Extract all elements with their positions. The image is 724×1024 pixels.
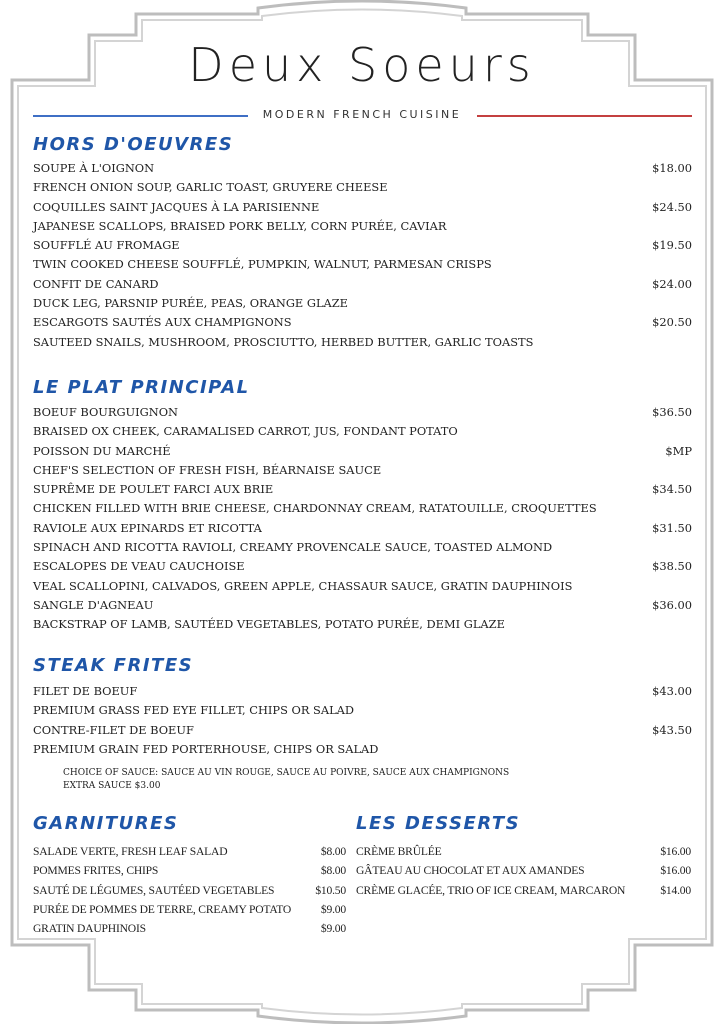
menu-row <box>33 540 692 559</box>
menu-row <box>33 521 692 540</box>
item-text: JAPANESE SCALLOPS, BRAISED PORK BELLY, CORN PURÉE, CAVIAR <box>33 218 447 233</box>
item-text: CONTRE-FILET DE BOEUF <box>33 722 194 737</box>
item-price: $8.00 <box>320 864 346 878</box>
menu-row <box>33 617 692 636</box>
item-text: SAUTÉ DE LÉGUMES, SAUTÉED VEGETABLES <box>33 883 275 897</box>
item-text: SAUTEED SNAILS, MUSHROOM, PROSCIUTTO, HERBED BUTTER, GARLIC TOASTS <box>33 334 534 349</box>
menu-row <box>33 845 346 864</box>
section-title-hors-doeuvres: HORS D'OEUVRES <box>33 134 234 155</box>
menu-row <box>33 257 692 276</box>
item-price: $MP <box>665 443 692 458</box>
menu-row <box>33 200 692 219</box>
item-price: $24.00 <box>652 276 692 291</box>
item-price: $43.50 <box>652 722 692 737</box>
menu-row <box>33 864 346 883</box>
item-text: GÂTEAU AU CHOCOLAT ET AUX AMANDES <box>356 864 585 878</box>
item-price: $16.00 <box>660 864 691 878</box>
menu-row <box>356 864 691 883</box>
menu-row <box>33 598 692 617</box>
item-price: $19.50 <box>652 238 692 253</box>
item-price: $24.50 <box>652 199 692 214</box>
divider-blue <box>33 115 248 117</box>
item-price: $20.50 <box>652 315 692 330</box>
item-text: SUPRÊME DE POULET FARCI AUX BRIE <box>33 482 274 497</box>
section-title-steak-frites: STEAK FRITES <box>33 655 194 676</box>
item-text: COQUILLES SAINT JACQUES À LA PARISIENNE <box>33 199 320 214</box>
desserts-list <box>356 845 691 903</box>
menu-row <box>33 922 346 941</box>
item-text: POMMES FRITES, CHIPS <box>33 864 159 878</box>
menu-row <box>356 884 691 903</box>
item-text: SPINACH AND RICOTTA RAVIOLI, CREAMY PROVENCALE SAUCE, TOASTED ALMOND <box>33 540 553 555</box>
menu-row <box>33 579 692 598</box>
item-text: PREMIUM GRASS FED EYE FILLET, CHIPS OR SALAD <box>33 703 355 718</box>
menu-row <box>33 444 692 463</box>
menu-row <box>33 903 346 922</box>
sauce-choice-note <box>63 767 509 793</box>
item-price: $9.00 <box>320 902 346 916</box>
item-price: $43.00 <box>652 684 692 698</box>
item-price: $31.50 <box>652 520 692 535</box>
item-text: ESCARGOTS SAUTÉS AUX CHAMPIGNONS <box>33 315 292 330</box>
item-text: BOEUF BOURGUIGNON <box>33 405 179 419</box>
menu-row <box>33 296 692 315</box>
item-text: VEAL SCALLOPINI, CALVADOS, GREEN APPLE, CHASSAUR SAUCE, GRATIN DAUPHINOIS <box>33 578 573 593</box>
item-text: CHICKEN FILLED WITH BRIE CHEESE, CHARDONNAY CREAM, RATATOUILLE, CROQUETTES <box>33 501 597 516</box>
menu-row <box>33 884 346 903</box>
item-text: SOUPE À L'OIGNON <box>33 161 155 175</box>
item-text: CONFIT DE CANARD <box>33 276 159 291</box>
item-price: $36.50 <box>652 405 692 419</box>
item-price: $36.00 <box>652 597 692 612</box>
item-text: PREMIUM GRAIN FED PORTERHOUSE, CHIPS OR SALAD <box>33 741 379 756</box>
menu-row <box>33 742 692 761</box>
item-text: FILET DE BOEUF <box>33 684 138 698</box>
item-price: $10.50 <box>315 883 346 897</box>
divider-red <box>477 115 692 117</box>
menu-row <box>33 463 692 482</box>
item-text: SANGLE D'AGNEAU <box>33 597 154 612</box>
menu-row <box>33 501 692 520</box>
menu-row <box>33 180 692 199</box>
menu-row <box>33 482 692 501</box>
item-text: CHEF'S SELECTION OF FRESH FISH, BÉARNAISE SAUCE <box>33 462 382 477</box>
menu-row <box>33 238 692 257</box>
hors-doeuvres-list <box>33 161 692 354</box>
menu-row <box>33 424 692 443</box>
extra-sauce-text: EXTRA SAUCE $3.00 <box>63 781 161 791</box>
section-title-les-desserts: LES DESSERTS <box>356 813 521 834</box>
menu-row <box>33 559 692 578</box>
garnitures-list <box>33 845 346 941</box>
menu-row <box>33 405 692 424</box>
item-text: POISSON DU MARCHÉ <box>33 443 171 458</box>
item-price: $18.00 <box>652 161 692 175</box>
item-text: BRAISED OX CHEEK, CARAMALISED CARROT, JUS, FONDANT POTATO <box>33 424 458 439</box>
item-text: DUCK LEG, PARSNIP PURÉE, PEAS, ORANGE GLAZE <box>33 296 348 311</box>
section-title-garnitures: GARNITURES <box>33 813 179 834</box>
menu-row <box>33 219 692 238</box>
menu-row <box>33 315 692 334</box>
item-price: $34.50 <box>652 482 692 497</box>
item-text: TWIN COOKED CHEESE SOUFFLÉ, PUMPKIN, WALNUT, PARMESAN CRISPS <box>33 257 492 272</box>
menu-row <box>33 335 692 354</box>
item-text: SALADE VERTE, FRESH LEAF SALAD <box>33 845 228 858</box>
item-text: PURÉE DE POMMES DE TERRE, CREAMY POTATO <box>33 902 292 916</box>
menu-row <box>356 845 691 864</box>
item-text: RAVIOLE AUX EPINARDS ET RICOTTA <box>33 520 262 535</box>
restaurant-tagline: MODERN FRENCH CUISINE <box>262 108 462 121</box>
item-price: $38.50 <box>652 559 692 574</box>
menu-row <box>33 723 692 742</box>
item-price: $8.00 <box>320 845 346 858</box>
section-title-le-plat-principal: LE PLAT PRINCIPAL <box>33 377 250 398</box>
item-text: GRATIN DAUPHINOIS <box>33 922 146 936</box>
item-price: $9.00 <box>320 922 346 936</box>
menu-row <box>33 161 692 180</box>
item-text: BACKSTRAP OF LAMB, SAUTÉED VEGETABLES, POTATO PURÉE, DEMI GLAZE <box>33 617 505 632</box>
le-plat-principal-list <box>33 405 692 637</box>
menu-row <box>33 684 692 703</box>
item-price: $14.00 <box>660 883 691 897</box>
item-text: CRÈME GLACÉE, TRIO OF ICE CREAM, MARCARON <box>356 883 626 897</box>
item-text: ESCALOPES DE VEAU CAUCHOISE <box>33 559 245 574</box>
item-text: SOUFFLÉ AU FROMAGE <box>33 238 180 253</box>
sauce-choice-text: CHOICE OF SAUCE: SAUCE AU VIN ROUGE, SAUCE AU POIVRE, SAUCE AUX CHAMPIGNONS <box>63 768 510 778</box>
item-price: $16.00 <box>660 845 691 858</box>
steak-frites-list <box>33 684 692 761</box>
item-text: FRENCH ONION SOUP, GARLIC TOAST, GRUYERE CHEESE <box>33 180 388 195</box>
restaurant-name: Deux Soeurs <box>188 38 536 92</box>
menu-row <box>33 277 692 296</box>
menu-row <box>33 703 692 722</box>
item-text: CRÈME BRÛLÉE <box>356 845 442 858</box>
